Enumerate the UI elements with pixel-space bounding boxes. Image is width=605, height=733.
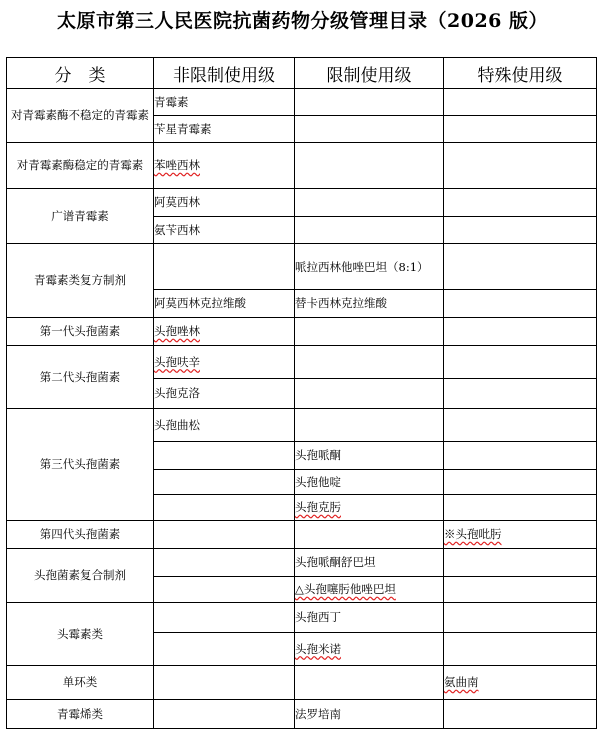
drug-cell: 头孢克洛 xyxy=(154,379,295,409)
category-cell: 青霉素类复方制剂 xyxy=(7,244,154,318)
drug-cell xyxy=(154,143,295,189)
empty-cell xyxy=(295,318,444,346)
table-row xyxy=(7,189,597,217)
drug-cell xyxy=(295,495,444,521)
drug-cell: 头孢哌酮舒巴坦 xyxy=(295,549,444,577)
empty-cell xyxy=(444,217,597,244)
empty-cell xyxy=(295,143,444,189)
drug-name: ※头孢吡肟 xyxy=(444,527,502,541)
table-row xyxy=(7,549,597,577)
empty-cell xyxy=(154,700,295,729)
drug-name: 头孢呋辛 xyxy=(154,354,200,369)
empty-cell xyxy=(154,470,295,495)
category-cell: 对青霉素酶稳定的青霉素 xyxy=(7,143,154,189)
empty-cell xyxy=(444,318,597,346)
drug-cell: 头孢曲松 xyxy=(154,409,295,442)
empty-cell xyxy=(444,89,597,116)
category-cell: 广谱青霉素 xyxy=(7,189,154,244)
drug-cell xyxy=(154,346,295,379)
empty-cell xyxy=(444,143,597,189)
drug-name: 头孢米诺 xyxy=(295,641,341,656)
table-header-row xyxy=(7,58,597,89)
category-cell: 第一代头孢菌素 xyxy=(7,318,154,346)
header-category: 分 类 xyxy=(7,58,154,89)
drug-cell: 法罗培南 xyxy=(295,700,444,729)
empty-cell xyxy=(444,603,597,633)
category-cell: 头孢菌素复合制剂 xyxy=(7,549,154,603)
empty-cell xyxy=(154,442,295,470)
table-row xyxy=(7,521,597,549)
empty-cell xyxy=(295,217,444,244)
table-row xyxy=(7,700,597,729)
empty-cell xyxy=(154,521,295,549)
drug-cell: 氨苄西林 xyxy=(154,217,295,244)
drug-name: 头孢唑林 xyxy=(154,324,200,338)
empty-cell xyxy=(154,244,295,290)
empty-cell xyxy=(444,189,597,217)
empty-cell xyxy=(444,409,597,442)
page-title: 太原市第三人民医院抗菌药物分级管理目录（2026 版） xyxy=(57,10,548,32)
category-cell: 第四代头孢菌素 xyxy=(7,521,154,549)
drug-name: 头孢克肟 xyxy=(295,500,341,514)
empty-cell xyxy=(295,666,444,700)
category-cell: 第二代头孢菌素 xyxy=(7,346,154,409)
empty-cell xyxy=(444,549,597,577)
empty-cell xyxy=(444,700,597,729)
category-cell: 单环类 xyxy=(7,666,154,700)
empty-cell xyxy=(444,470,597,495)
table-row xyxy=(7,409,597,442)
drug-cell xyxy=(295,633,444,666)
drug-cell: 头孢西丁 xyxy=(295,603,444,633)
empty-cell xyxy=(154,603,295,633)
empty-cell xyxy=(295,116,444,143)
drug-cell: 头孢哌酮 xyxy=(295,442,444,470)
drug-cell xyxy=(295,577,444,603)
category-cell: 头霉素类 xyxy=(7,603,154,666)
table-row xyxy=(7,244,597,290)
empty-cell xyxy=(444,379,597,409)
category-cell: 第三代头孢菌素 xyxy=(7,409,154,521)
drug-name: 苯唑西林 xyxy=(154,158,200,172)
header-special: 特殊使用级 xyxy=(444,58,597,89)
empty-cell xyxy=(154,577,295,603)
drug-cell xyxy=(444,666,597,700)
empty-cell xyxy=(444,346,597,379)
empty-cell xyxy=(154,666,295,700)
empty-cell xyxy=(154,633,295,666)
drug-cell: 替卡西林克拉维酸 xyxy=(295,290,444,318)
empty-cell xyxy=(444,116,597,143)
empty-cell xyxy=(444,577,597,603)
empty-cell xyxy=(444,290,597,318)
empty-cell xyxy=(295,346,444,379)
empty-cell xyxy=(295,89,444,116)
drug-cell: 哌拉西林他唑巴坦（8:1） xyxy=(295,244,444,290)
drug-cell: 阿莫西林克拉维酸 xyxy=(154,290,295,318)
empty-cell xyxy=(444,244,597,290)
empty-cell xyxy=(444,633,597,666)
table-row xyxy=(7,143,597,189)
category-cell: 对青霉素酶不稳定的青霉素 xyxy=(7,89,154,143)
category-cell: 青霉烯类 xyxy=(7,700,154,729)
table-row xyxy=(7,89,597,116)
drug-cell xyxy=(444,521,597,549)
empty-cell xyxy=(444,442,597,470)
drug-cell: 青霉素 xyxy=(154,89,295,116)
drug-cell xyxy=(154,318,295,346)
table-row xyxy=(7,666,597,700)
header-restricted: 限制使用级 xyxy=(295,58,444,89)
table-row xyxy=(7,318,597,346)
drug-cell: 头孢他啶 xyxy=(295,470,444,495)
drug-name: △头孢噻肟他唑巴坦 xyxy=(295,582,396,596)
table-row xyxy=(7,346,597,379)
empty-cell xyxy=(154,495,295,521)
empty-cell xyxy=(295,189,444,217)
empty-cell xyxy=(154,549,295,577)
empty-cell xyxy=(444,495,597,521)
drug-cell: 苄星青霉素 xyxy=(154,116,295,143)
header-unrestricted: 非限制使用级 xyxy=(154,58,295,89)
drug-cell: 阿莫西林 xyxy=(154,189,295,217)
empty-cell xyxy=(295,379,444,409)
table-row xyxy=(7,603,597,633)
antibiotic-classification-table xyxy=(6,57,597,729)
empty-cell xyxy=(295,521,444,549)
empty-cell xyxy=(295,409,444,442)
drug-name: 氨曲南 xyxy=(444,675,479,689)
